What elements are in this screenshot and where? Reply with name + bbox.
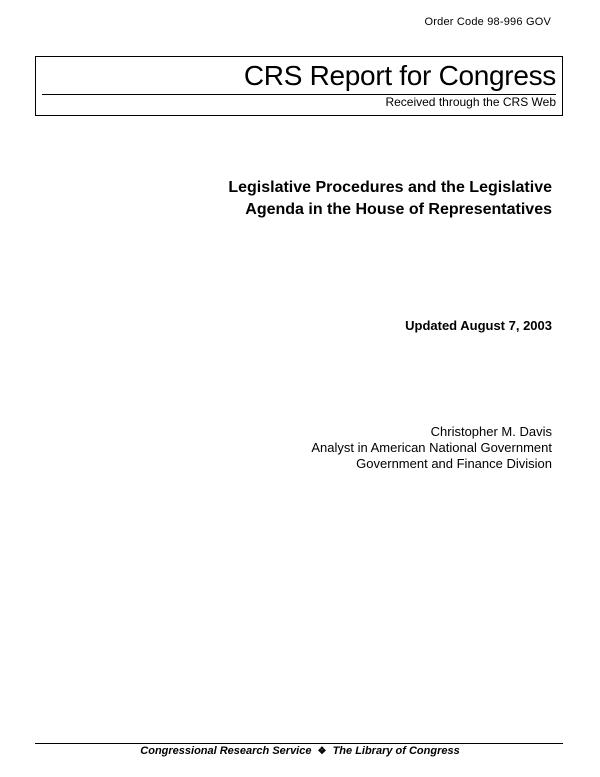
received-note: Received through the CRS Web [385,95,556,109]
author-position: Analyst in American National Government [311,440,552,455]
author-block [311,424,552,472]
footer-divider [35,743,563,744]
document-title-line-1: Legislative Procedures and the Legislative [228,179,552,196]
report-title: CRS Report for Congress [243,60,556,91]
footer-crs: Congressional Research Service [140,745,312,757]
footer [0,745,600,757]
order-code: Order Code 98-996 GOV [424,16,551,28]
updated-date: Updated August 7, 2003 [405,318,552,333]
report-header-box [35,56,563,116]
author-name: Christopher M. Davis [430,424,552,439]
footer-loc: The Library of Congress [332,745,460,757]
document-title [92,177,552,221]
diamond-icon: ❖ [317,746,327,757]
author-division: Government and Finance Division [356,456,552,471]
document-title-line-2: Agenda in the House of Representatives [245,201,552,218]
